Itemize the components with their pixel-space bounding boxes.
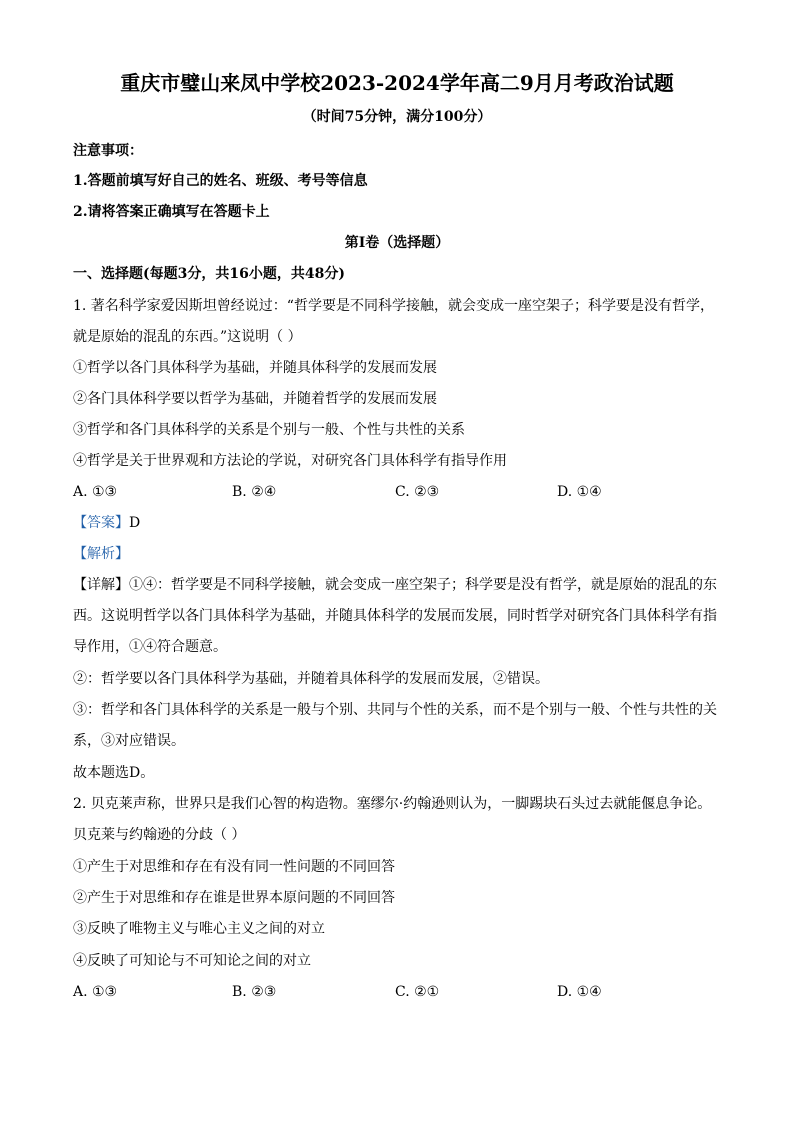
- q1-statement-4: ④哲学是关于世界观和方法论的学说，对研究各门具体科学有指导作用: [73, 453, 507, 469]
- exam-subtitle: （时间75分钟，满分100分）: [302, 109, 492, 125]
- q2-statement-2: ②产生于对思维和存在谁是世界本原问题的不同回答: [73, 890, 395, 906]
- q1-answer: [73, 513, 140, 533]
- q1-statement-2: ②各门具体科学要以哲学为基础，并随着哲学的发展而发展: [73, 391, 437, 407]
- q1-option-c: C. ②③: [395, 484, 440, 500]
- q1-stem-line1: 1. 著名科学家爱因斯坦曾经说过：“哲学要是不同科学接触，就会变成一座空架子；科学要是没有哲学，: [73, 298, 714, 314]
- q2-option-a: A. ①③: [73, 984, 118, 1000]
- notice-item-2: 2.请将答案正确填写在答题卡上: [73, 204, 270, 220]
- q1-option-d: D. ①④: [557, 484, 602, 500]
- q1-detail-line1: [73, 575, 717, 595]
- q1-conclusion: 故本题选D。: [73, 765, 155, 781]
- detail-text: ①④：哲学要是不同科学接触，就会变成一座空架子；科学要是没有哲学，就是原始的混乱的东: [129, 577, 717, 593]
- page-title: 重庆市璧山来凤中学校2023-2024学年高二9月月考政治试题: [120, 71, 674, 95]
- q2-statement-1: ①产生于对思维和存在有没有同一性问题的不同回答: [73, 859, 395, 875]
- q1-detail-line5: ③：哲学和各门具体科学的关系是一般与个别、共同与个性的关系，而不是个别与一般、个性与共性的关: [73, 702, 717, 718]
- q1-detail-line6: 系，③对应错误。: [73, 733, 185, 749]
- q2-option-d: D. ①④: [557, 984, 602, 1000]
- q2-option-b: B. ②③: [232, 984, 277, 1000]
- q2-option-c: C. ②①: [395, 984, 440, 1000]
- q2-stem-line1: 2. 贝克莱声称，世界只是我们心智的构造物。塞缪尔·约翰逊则认为，一脚踢块石头过去就能偃息争论。: [73, 796, 712, 812]
- q2-statement-3: ③反映了唯物主义与唯心主义之间的对立: [73, 921, 325, 937]
- q2-statement-4: ④反映了可知论与不可知论之间的对立: [73, 953, 311, 969]
- q1-detail-line4: ②：哲学要以各门具体科学为基础，并随着具体科学的发展而发展，②错误。: [73, 671, 549, 687]
- volume-title: 第I卷（选择题）: [344, 235, 450, 251]
- q1-analysis: [73, 544, 129, 564]
- q1-detail-line2: 西。这说明哲学以各门具体科学为基础，并随具体科学的发展而发展，同时哲学对研究各门具体科学有指: [73, 608, 717, 624]
- notice-item-1: 1.答题前填写好自己的姓名、班级、考号等信息: [73, 173, 368, 189]
- q1-option-a: A. ①③: [73, 484, 118, 500]
- q1-stem-line2: 就是原始的混乱的东西。”这说明（ ）: [73, 329, 302, 345]
- part-title: 一、选择题(每题3分，共16小题，共48分): [73, 266, 345, 282]
- answer-value: D: [129, 515, 141, 531]
- analysis-label: 【解析】: [73, 546, 129, 562]
- q1-statement-1: ①哲学以各门具体科学为基础，并随具体科学的发展而发展: [73, 360, 437, 376]
- notice-heading: 注意事项：: [73, 143, 143, 159]
- q1-statement-3: ③哲学和各门具体科学的关系是个别与一般、个性与共性的关系: [73, 422, 465, 438]
- q1-option-b: B. ②④: [232, 484, 277, 500]
- detail-label: 【详解】: [73, 577, 129, 593]
- q1-detail-line3: 导作用，①④符合题意。: [73, 639, 227, 655]
- answer-label: 【答案】: [73, 515, 129, 531]
- q2-stem-line2: 贝克莱与约翰逊的分歧（ ）: [73, 827, 246, 843]
